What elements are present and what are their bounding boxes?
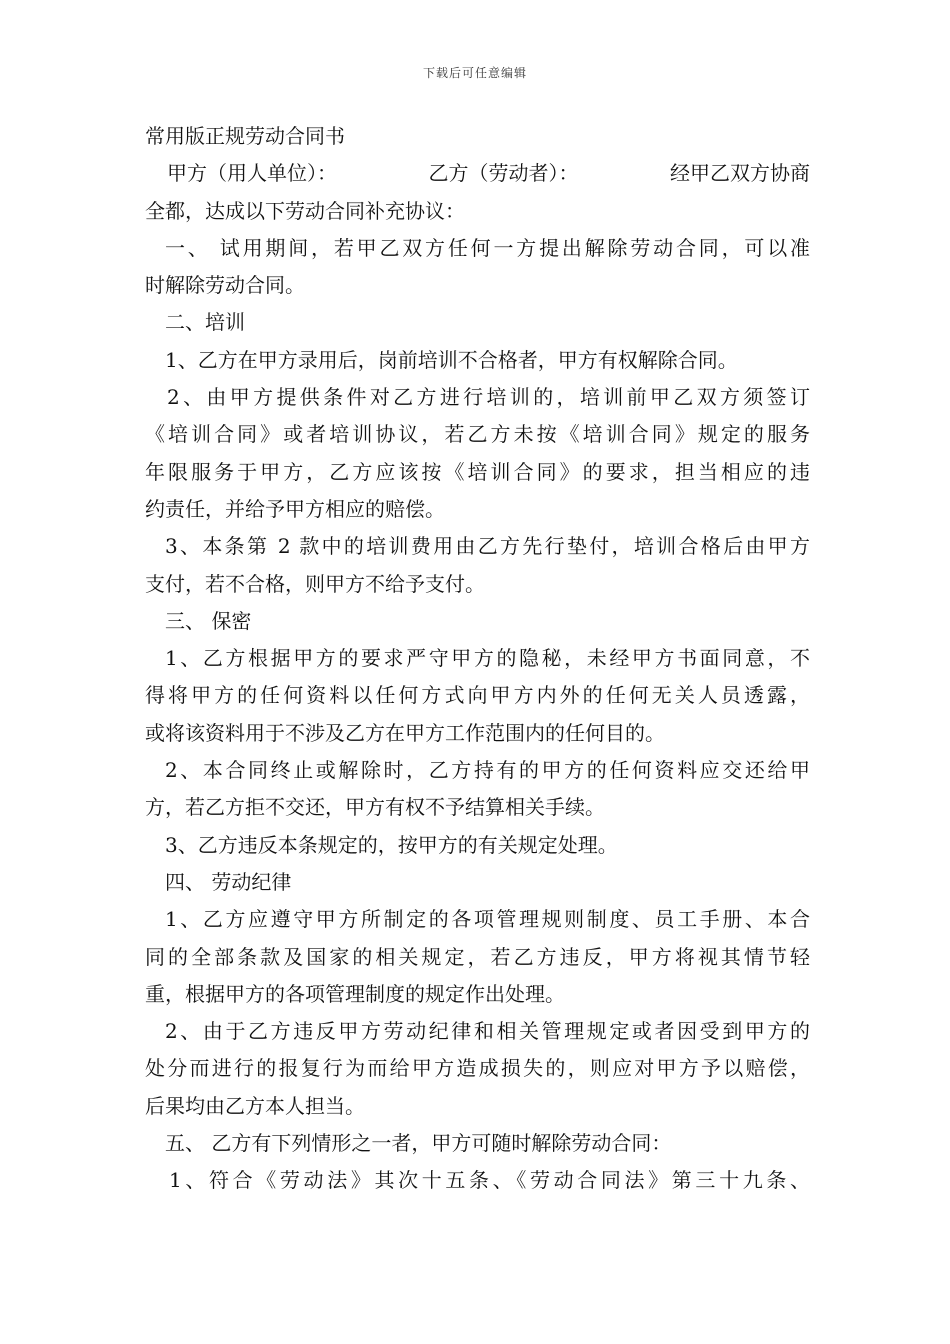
- party-b-label: 乙方（劳动者）：: [428, 161, 579, 186]
- text-line: 时解除劳动合同。: [145, 273, 305, 298]
- text-line: 3、本条第 2 款中的培训费用由乙方先行垫付，培训合格后由甲方: [165, 534, 810, 559]
- parties-line: [145, 155, 810, 192]
- text-line: 得将甲方的任何资料以任何方式向甲方内外的任何无关人员透露，: [145, 683, 810, 708]
- text-line: 方，若乙方拒不交还，甲方有权不予结算相关手续。: [145, 795, 605, 820]
- text-line: 五、 乙方有下列情形之一者，甲方可随时解除劳动合同：: [165, 1131, 672, 1156]
- text-line: 重，根据甲方的各项管理制度的规定作出处理。: [145, 981, 565, 1006]
- text-line: 1、乙方在甲方录用后，岗前培训不合格者，甲方有权解除合同。: [165, 347, 738, 372]
- text-line: 2、本合同终止或解除时，乙方持有的甲方的任何资料应交还给甲: [165, 758, 810, 783]
- text-line: 后果均由乙方本人担当。: [145, 1093, 365, 1118]
- text-line: 处分而进行的报复行为而给甲方造成损失的，则应对甲方予以赔偿，: [145, 1056, 810, 1081]
- negotiation-text: 经甲乙双方协商: [670, 161, 810, 186]
- contract-document: [145, 118, 810, 1200]
- contract-body: [145, 193, 810, 1200]
- text-line: 1、符合《劳动法》其次十五条、《劳动合同法》第三十九条、: [169, 1168, 810, 1193]
- text-line: 同的全部条款及国家的相关规定，若乙方违反，甲方将视其情节轻: [145, 944, 810, 969]
- text-line: 1、乙方应遵守甲方所制定的各项管理规则制度、员工手册、本合: [165, 907, 810, 932]
- text-line: 全都，达成以下劳动合同补充协议：: [145, 198, 465, 223]
- party-a-label: 甲方（用人单位）：: [167, 161, 337, 186]
- text-line: 一、 试用期间，若甲乙双方任何一方提出解除劳动合同，可以准: [165, 235, 810, 260]
- text-line: 约责任，并给予甲方相应的赔偿。: [145, 496, 445, 521]
- page-header: 下载后可任意编辑: [422, 66, 527, 80]
- text-line: 年限服务于甲方，乙方应该按《培训合同》的要求，担当相应的违: [145, 459, 810, 484]
- text-line: 三、 保密: [165, 608, 252, 633]
- text-line: 支付，若不合格，则甲方不给予支付。: [145, 571, 485, 596]
- text-line: 《培训合同》或者培训协议，若乙方未按《培训合同》规定的服务: [145, 422, 810, 447]
- text-line: 3、乙方违反本条规定的，按甲方的有关规定处理。: [165, 832, 618, 857]
- document-title: 常用版正规劳动合同书: [145, 124, 345, 148]
- text-line: 或将该资料用于不涉及乙方在甲方工作范围内的任何目的。: [145, 720, 665, 745]
- text-line: 2、由甲方提供条件对乙方进行培训的，培训前甲乙双方须签订: [167, 385, 810, 410]
- text-line: 二、培训: [165, 310, 245, 335]
- text-line: 2、由于乙方违反甲方劳动纪律和相关管理规定或者因受到甲方的: [165, 1019, 810, 1044]
- text-line: 四、 劳动纪律: [165, 869, 292, 894]
- text-line: 1、乙方根据甲方的要求严守甲方的隐秘，未经甲方书面同意，不: [165, 646, 810, 671]
